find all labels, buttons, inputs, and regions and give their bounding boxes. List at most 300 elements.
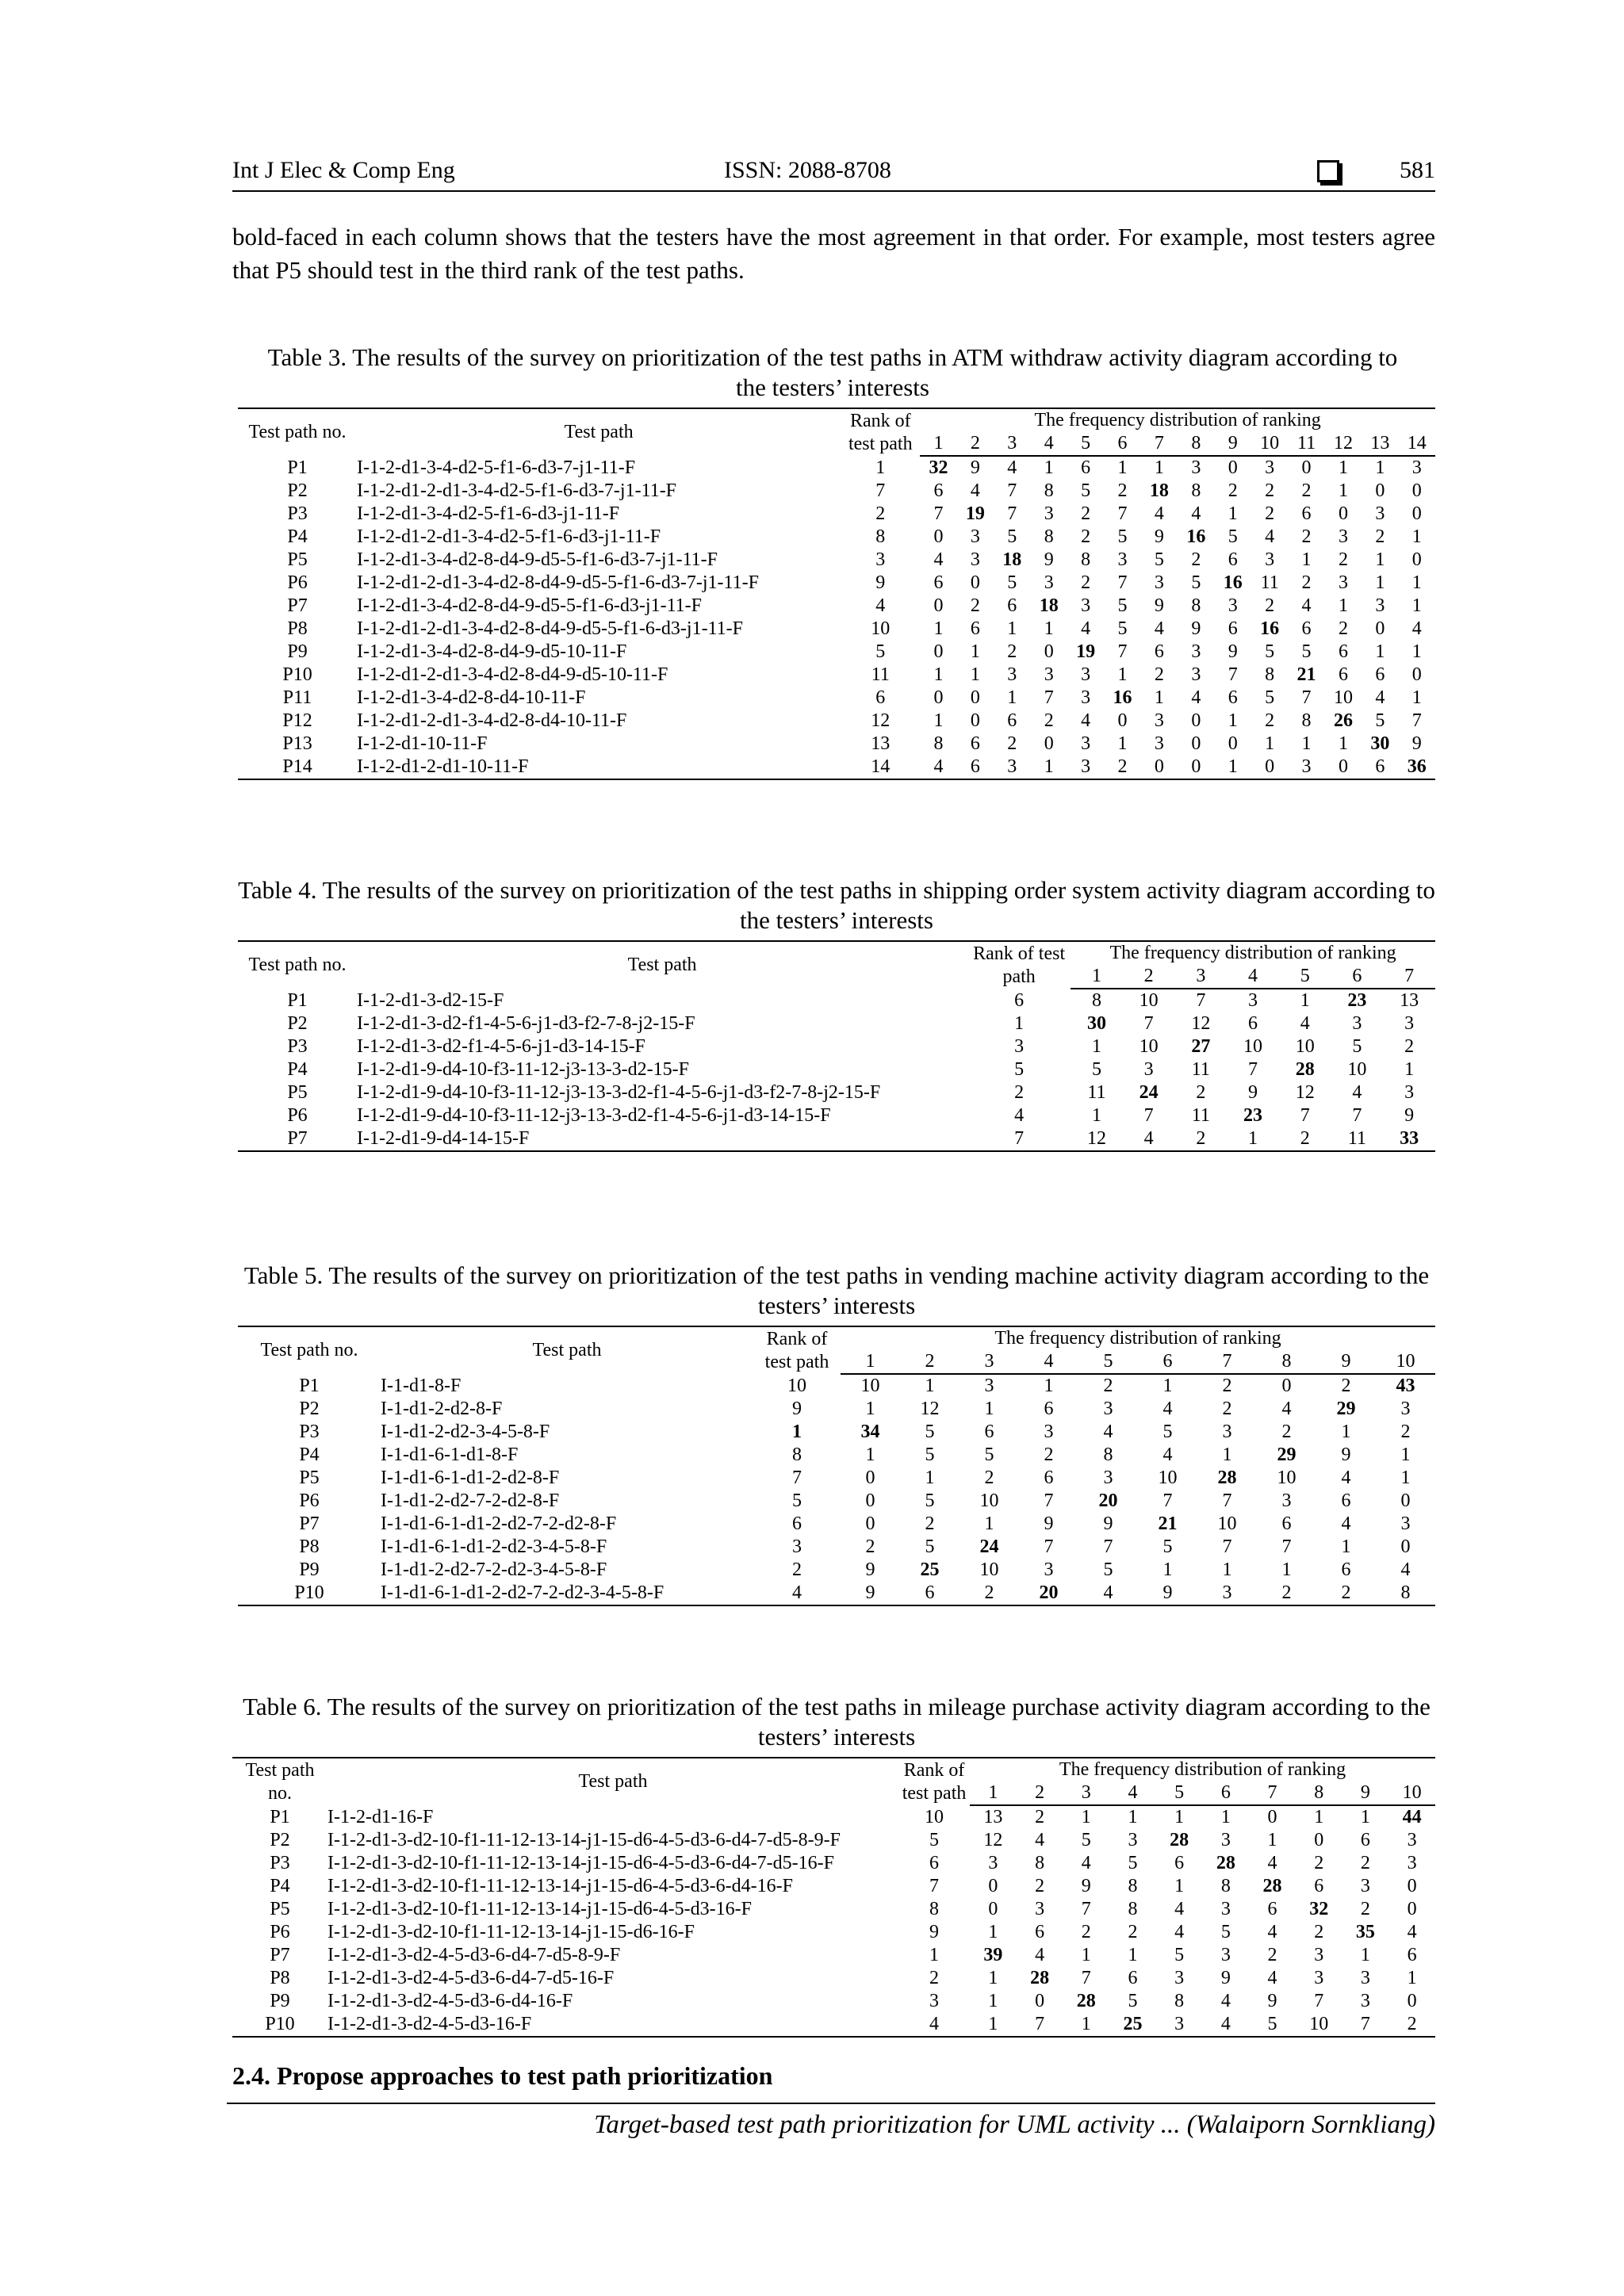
- frequency-cell: 4: [1411, 618, 1422, 639]
- frequency-cell: 6: [970, 733, 980, 754]
- frequency-cell: 0: [1407, 1899, 1417, 1919]
- rank-value: 2: [875, 503, 886, 524]
- table-row: [238, 756, 1435, 779]
- frequency-cell: 1: [984, 1513, 994, 1534]
- frequency-cell: 3: [1117, 549, 1128, 570]
- frequency-cell: 4: [970, 480, 980, 501]
- frequency-cell: 1: [1227, 1127, 1279, 1151]
- frequency-cell: 7: [1411, 710, 1422, 731]
- frequency-cell: 4: [1191, 503, 1201, 524]
- test-path: I-1-d1-6-1-d1-2-d2-3-4-5-8-F: [381, 1536, 607, 1557]
- frequency-cell: 0: [1228, 733, 1238, 754]
- rank-column-header: 10: [1376, 1350, 1435, 1374]
- frequency-cell: 2: [1257, 1582, 1316, 1605]
- frequency-cell: 7: [1117, 503, 1128, 524]
- frequency-cell: 7: [1314, 1991, 1324, 2011]
- table-row: [232, 2013, 1435, 2037]
- running-footer: Target-based test path prioritization for UML activity ... (Walaiporn Sornkliang): [594, 2110, 1435, 2139]
- frequency-cell: 3: [1044, 1422, 1054, 1442]
- frequency-cell: 2: [1191, 549, 1201, 570]
- frequency-cell: 0: [1035, 1991, 1045, 2011]
- frequency-cell: 0: [1375, 480, 1385, 501]
- rank-column-header: 4: [1109, 1781, 1156, 1805]
- column-header-frequency: The frequency distribution of ranking: [970, 1758, 1435, 1781]
- frequency-cell: 4: [920, 756, 956, 779]
- frequency-cell: 2: [1081, 572, 1091, 593]
- frequency-cell: 3: [1191, 641, 1201, 662]
- frequency-cell: 0: [1411, 503, 1422, 524]
- test-path: I-1-d1-8-F: [381, 1375, 462, 1396]
- test-path-no: P5: [270, 1899, 290, 1919]
- test-path-no: P3: [287, 503, 308, 524]
- frequency-cell: 0: [970, 687, 980, 708]
- table-6: [232, 1757, 1435, 2038]
- frequency-cell: 5: [1162, 1422, 1173, 1442]
- frequency-cell: 1: [970, 664, 980, 685]
- frequency-cell: 2: [1222, 1376, 1232, 1396]
- column-header-frequency: The frequency distribution of ranking: [841, 1326, 1435, 1350]
- frequency-cell: 6: [1248, 1013, 1258, 1034]
- test-path: I-1-d1-6-1-d1-2-d2-8-F: [381, 1468, 560, 1488]
- test-path-no: P8: [287, 618, 308, 639]
- test-path: I-1-2-d1-3-d2-f1-4-5-6-j1-d3-f2-7-8-j2-15-F: [357, 1013, 695, 1034]
- frequency-cell: 7: [1162, 1490, 1173, 1511]
- frequency-cell: 7: [1044, 1536, 1054, 1557]
- frequency-cell: 4: [1081, 1853, 1091, 1873]
- rank-value: 1: [1014, 1013, 1025, 1034]
- frequency-cell: 10: [1295, 1036, 1315, 1057]
- test-path-no: P14: [238, 756, 357, 779]
- frequency-cell: 1: [1411, 641, 1422, 662]
- frequency-cell: 7: [1352, 1105, 1362, 1126]
- frequency-cell: 2: [1341, 1376, 1351, 1396]
- rank-column-header: 1: [1071, 965, 1123, 989]
- frequency-cell: 1: [1341, 1422, 1351, 1442]
- frequency-cell: 8: [1035, 1853, 1045, 1873]
- table-row: [232, 1921, 1435, 1944]
- frequency-cell: 8: [1091, 990, 1101, 1011]
- table-row: [232, 1829, 1435, 1852]
- frequency-cell: 6: [1154, 641, 1164, 662]
- frequency-cell: 4: [1174, 1899, 1185, 1919]
- frequency-cell: 6: [1360, 1830, 1370, 1850]
- rank-value: 6: [792, 1513, 802, 1534]
- test-path: I-1-2-d1-3-d2-10-f1-11-12-13-14-j1-15-d6-4-5-d3-6-d4-7-d5-16-F: [327, 1853, 834, 1873]
- column-header-test-path: Test path: [381, 1326, 753, 1374]
- frequency-cell: 7: [1300, 1105, 1310, 1126]
- frequency-cell: 6: [933, 572, 944, 593]
- frequency-cell: 6: [1338, 664, 1348, 685]
- column-header-rank: Rank of test path: [898, 1758, 970, 1805]
- frequency-cell: 3: [1400, 1513, 1411, 1534]
- frequency-cell: 2: [1196, 1082, 1206, 1103]
- frequency-cell: 6: [1228, 549, 1238, 570]
- frequency-cell: 28: [1262, 1876, 1282, 1896]
- frequency-cell: 1: [1338, 457, 1348, 478]
- frequency-cell: 7: [1301, 687, 1312, 708]
- frequency-cell: 23: [1243, 1105, 1263, 1126]
- table-row: [232, 1898, 1435, 1921]
- frequency-cell: 3: [1191, 457, 1201, 478]
- frequency-cell: 2: [1007, 641, 1017, 662]
- frequency-cell: 0: [1117, 710, 1128, 731]
- frequency-cell: 3: [1067, 756, 1104, 779]
- frequency-cell: 3: [1404, 1082, 1415, 1103]
- frequency-cell: 1: [1154, 457, 1164, 478]
- frequency-cell: 0: [1400, 1490, 1411, 1511]
- frequency-cell: 0: [1281, 1376, 1292, 1396]
- frequency-cell: 2: [1265, 710, 1275, 731]
- frequency-cell: 28: [1295, 1059, 1315, 1080]
- frequency-cell: 3: [1248, 990, 1258, 1011]
- frequency-cell: 1: [933, 618, 944, 639]
- frequency-cell: 4: [1202, 2013, 1249, 2037]
- table-row: [238, 1035, 1435, 1058]
- frequency-cell: 3: [1360, 1876, 1370, 1896]
- frequency-cell: 12: [983, 1830, 1003, 1850]
- frequency-cell: 3: [1044, 572, 1054, 593]
- frequency-cell: 8: [1044, 526, 1054, 547]
- column-header-test-path: Test path: [357, 408, 841, 456]
- column-header-test-path-no: Test path no.: [238, 1326, 381, 1374]
- frequency-cell: 4: [1123, 1127, 1175, 1151]
- test-path: I-1-2-d1-9-d4-10-f3-11-12-j3-13-3-d2-15-F: [357, 1059, 690, 1080]
- rank-column-header: 5: [1067, 432, 1104, 456]
- frequency-cell: 1: [1162, 1376, 1173, 1396]
- frequency-cell: 6: [1301, 618, 1312, 639]
- test-path: I-1-d1-2-d2-7-2-d2-8-F: [381, 1490, 560, 1511]
- frequency-cell: 1: [970, 2013, 1017, 2037]
- table-row: [238, 1012, 1435, 1035]
- frequency-cell: 5: [1375, 710, 1385, 731]
- table-4-caption: Table 4. The results of the survey on prioritization of the test paths in shipping order system activity diagram according to the testers’ interests: [238, 876, 1435, 934]
- frequency-cell: 5: [1249, 2013, 1296, 2037]
- rank-value: 4: [1014, 1105, 1025, 1126]
- frequency-cell: 3: [1360, 1968, 1370, 1988]
- rank-value: 3: [1014, 1036, 1025, 1057]
- column-header-frequency: The frequency distribution of ranking: [920, 408, 1435, 432]
- rank-column-header: 3: [994, 432, 1030, 456]
- frequency-cell: 7: [1281, 1536, 1292, 1557]
- frequency-cell: 21: [1297, 664, 1316, 685]
- frequency-cell: 1: [1300, 990, 1310, 1011]
- frequency-cell: 1: [1044, 618, 1054, 639]
- table-row: [238, 710, 1435, 733]
- table-5-caption: Table 5. The results of the survey on prioritization of the test paths in vending machine activity diagram according to the testers’ interests: [243, 1261, 1430, 1319]
- frequency-cell: 5: [1228, 526, 1238, 547]
- rank-column-header: 2: [1017, 1781, 1063, 1805]
- frequency-cell: 1: [1375, 457, 1385, 478]
- rank-column-header: 6: [1138, 1350, 1197, 1374]
- test-path-no: P5: [287, 549, 308, 570]
- rank-value: 10: [925, 1806, 944, 1827]
- frequency-cell: 23: [1347, 990, 1367, 1011]
- column-header-test-path: Test path: [357, 941, 967, 989]
- test-path: I-1-2-d1-2-d1-3-4-d2-8-d4-10-11-F: [357, 710, 627, 731]
- frequency-cell: 0: [1400, 1536, 1411, 1557]
- frequency-cell: 0: [1314, 1830, 1324, 1850]
- frequency-cell: 30: [1086, 1013, 1106, 1034]
- frequency-cell: 5: [1081, 480, 1091, 501]
- frequency-cell: 6: [1228, 618, 1238, 639]
- frequency-cell: 11: [1191, 1105, 1210, 1126]
- rank-column-header: 5: [1156, 1781, 1203, 1805]
- frequency-cell: 1: [1117, 733, 1128, 754]
- frequency-cell: 1: [1174, 1807, 1185, 1827]
- frequency-cell: 1: [1174, 1876, 1185, 1896]
- frequency-cell: 9: [1081, 1876, 1091, 1896]
- frequency-cell: 27: [1191, 1036, 1211, 1057]
- frequency-cell: 1: [1063, 2013, 1109, 2037]
- frequency-cell: 6: [1341, 1559, 1351, 1580]
- frequency-cell: 9: [1404, 1105, 1415, 1126]
- frequency-cell: 18: [1039, 595, 1059, 616]
- journal-name: Int J Elec & Comp Eng: [232, 157, 455, 183]
- frequency-cell: 9: [1103, 1513, 1113, 1534]
- frequency-cell: 3: [1081, 595, 1091, 616]
- frequency-cell: 28: [1170, 1830, 1189, 1850]
- frequency-cell: 28: [1217, 1468, 1237, 1488]
- test-path: I-1-2-d1-2-d1-3-4-d2-8-d4-9-d5-10-11-F: [357, 664, 668, 685]
- test-path: I-1-d1-6-1-d1-2-d2-7-2-d2-8-F: [381, 1513, 617, 1534]
- frequency-cell: 16: [1223, 572, 1243, 593]
- page-footer: [227, 2103, 1435, 2139]
- frequency-cell: 3: [1375, 503, 1385, 524]
- frequency-cell: 43: [1396, 1376, 1415, 1396]
- frequency-cell: 0: [1301, 457, 1312, 478]
- test-path: I-1-2-d1-3-4-d2-8-d4-9-d5-10-11-F: [357, 641, 627, 662]
- frequency-cell: 44: [1402, 1807, 1422, 1827]
- frequency-cell: 7: [1044, 687, 1054, 708]
- test-path-no: P7: [238, 1127, 357, 1151]
- test-path: I-1-d1-6-1-d1-8-F: [381, 1445, 519, 1465]
- frequency-cell: 6: [933, 480, 944, 501]
- frequency-cell: 4: [1154, 503, 1164, 524]
- frequency-cell: 3: [1081, 733, 1091, 754]
- frequency-cell: 10: [1296, 2013, 1342, 2037]
- frequency-cell: 1: [1228, 503, 1238, 524]
- frequency-cell: 2: [1081, 526, 1091, 547]
- table-row: [232, 1944, 1435, 1967]
- table-row: [238, 1513, 1435, 1536]
- test-path-no: P4: [270, 1876, 290, 1896]
- frequency-cell: 3: [1404, 1013, 1415, 1034]
- frequency-cell: 3: [1314, 1968, 1324, 1988]
- frequency-cell: 5: [925, 1536, 935, 1557]
- frequency-cell: 26: [1333, 710, 1353, 731]
- test-path: I-1-2-d1-2-d1-3-4-d2-8-d4-9-d5-5-f1-6-d3-7-j1-11-F: [357, 572, 759, 593]
- table-row: [232, 1852, 1435, 1875]
- frequency-cell: 11: [1331, 1127, 1384, 1151]
- frequency-cell: 35: [1355, 1922, 1375, 1942]
- rank-value: 9: [875, 572, 886, 593]
- test-path-no: P10: [238, 1582, 381, 1605]
- test-path-no: P6: [299, 1490, 320, 1511]
- frequency-cell: 1: [933, 664, 944, 685]
- frequency-cell: 1: [988, 1991, 998, 2011]
- table-row: [238, 480, 1435, 503]
- test-path: I-1-2-d1-9-d4-10-f3-11-12-j3-13-3-d2-f1-4-5-6-j1-d3-14-15-F: [357, 1105, 831, 1126]
- frequency-cell: 6: [1044, 1468, 1054, 1488]
- frequency-cell: 6: [1267, 1899, 1277, 1919]
- test-path: I-1-2-d1-3-d2-10-f1-11-12-13-14-j1-15-d6-16-F: [327, 1922, 695, 1942]
- frequency-cell: 1: [1091, 1036, 1101, 1057]
- frequency-cell: 3: [1314, 1945, 1324, 1965]
- frequency-cell: 5: [1128, 1853, 1138, 1873]
- test-path-no: P4: [299, 1445, 320, 1465]
- frequency-cell: 3: [1154, 572, 1164, 593]
- table-row: [238, 1490, 1435, 1513]
- frequency-cell: 0: [1325, 756, 1362, 779]
- frequency-cell: 32: [1309, 1899, 1329, 1919]
- table-4: [238, 940, 1435, 1152]
- frequency-cell: 3: [970, 526, 980, 547]
- frequency-cell: 1: [1265, 733, 1275, 754]
- frequency-cell: 3: [1103, 1399, 1113, 1419]
- frequency-cell: 7: [1117, 572, 1128, 593]
- square-icon: [1317, 160, 1339, 182]
- frequency-cell: 4: [1352, 1082, 1362, 1103]
- frequency-cell: 1: [1081, 1945, 1091, 1965]
- issn: ISSN: 2088-8708: [724, 157, 891, 183]
- frequency-cell: 6: [1081, 457, 1091, 478]
- frequency-cell: 4: [1035, 1945, 1045, 1965]
- frequency-cell: 29: [1336, 1399, 1356, 1419]
- frequency-cell: 5: [925, 1445, 935, 1465]
- frequency-cell: 0: [1407, 1991, 1417, 2011]
- frequency-cell: 3: [1360, 1991, 1370, 2011]
- frequency-cell: 24: [1139, 1082, 1159, 1103]
- frequency-cell: 2: [1103, 1376, 1113, 1396]
- frequency-cell: 1: [1117, 457, 1128, 478]
- frequency-cell: 6: [1362, 756, 1398, 779]
- test-path: I-1-2-d1-3-d2-4-5-d3-6-d4-16-F: [327, 1991, 573, 2011]
- test-path: I-1-2-d1-3-4-d2-8-d4-9-d5-5-f1-6-d3-j1-11-F: [357, 595, 703, 616]
- frequency-cell: 11: [1191, 1059, 1210, 1080]
- frequency-cell: 0: [865, 1468, 875, 1488]
- test-path-no: P2: [270, 1830, 290, 1850]
- rank-value: 2: [1014, 1082, 1025, 1103]
- frequency-cell: 5: [1117, 526, 1128, 547]
- frequency-cell: 4: [1407, 1922, 1417, 1942]
- table-row: [238, 1127, 1435, 1151]
- frequency-cell: 1: [1338, 595, 1348, 616]
- frequency-cell: 9: [1341, 1445, 1351, 1465]
- frequency-cell: 34: [860, 1422, 880, 1442]
- frequency-cell: 8: [1220, 1876, 1231, 1896]
- frequency-cell: 3: [1191, 664, 1201, 685]
- test-path-no: P6: [287, 1105, 308, 1126]
- frequency-cell: 3: [1154, 710, 1164, 731]
- rank-value: 5: [792, 1490, 802, 1511]
- table-row: [238, 989, 1435, 1012]
- frequency-cell: 2: [1175, 1127, 1228, 1151]
- rank-column-header: 12: [1325, 432, 1362, 456]
- rank-value: 13: [871, 733, 891, 754]
- frequency-cell: 3: [1338, 526, 1348, 547]
- frequency-cell: 1: [1360, 1945, 1370, 1965]
- frequency-cell: 1: [1400, 1445, 1411, 1465]
- frequency-cell: 0: [1191, 733, 1201, 754]
- frequency-cell: 4: [1267, 1853, 1277, 1873]
- frequency-cell: 1: [1375, 641, 1385, 662]
- test-path-no: P9: [270, 1991, 290, 2011]
- table-row: [238, 1444, 1435, 1467]
- rank-column-header: 6: [1202, 1781, 1249, 1805]
- frequency-cell: 7: [1117, 641, 1128, 662]
- test-path-no: P9: [299, 1559, 320, 1580]
- frequency-cell: 5: [1007, 526, 1017, 547]
- frequency-cell: 1: [925, 1468, 935, 1488]
- test-path: I-1-2-d1-3-4-d2-5-f1-6-d3-7-j1-11-F: [357, 457, 636, 478]
- test-path-no: P1: [287, 457, 308, 478]
- rank-value: 2: [929, 1968, 940, 1988]
- test-path-no: P5: [299, 1468, 320, 1488]
- frequency-cell: 0: [865, 1513, 875, 1534]
- frequency-cell: 2: [1338, 618, 1348, 639]
- frequency-cell: 2: [1360, 1899, 1370, 1919]
- frequency-cell: 1: [1031, 756, 1067, 779]
- frequency-cell: 7: [1222, 1536, 1232, 1557]
- frequency-cell: 8: [1174, 1991, 1185, 2011]
- frequency-cell: 5: [925, 1422, 935, 1442]
- frequency-cell: 19: [965, 503, 985, 524]
- frequency-cell: 2: [1375, 526, 1385, 547]
- rank-column-header: 14: [1399, 432, 1435, 456]
- rank-column-header: 4: [1031, 432, 1067, 456]
- frequency-cell: 6: [900, 1582, 959, 1605]
- frequency-cell: 36: [1399, 756, 1435, 779]
- rank-value: 10: [787, 1375, 806, 1396]
- frequency-cell: 1: [1407, 1968, 1417, 1988]
- frequency-cell: 1: [1222, 1559, 1232, 1580]
- frequency-cell: 10: [1217, 1513, 1237, 1534]
- frequency-cell: 9: [865, 1559, 875, 1580]
- rank-column-header: 8: [1296, 1781, 1342, 1805]
- test-path-no: P8: [270, 1968, 290, 1988]
- frequency-cell: 2: [1281, 1422, 1292, 1442]
- frequency-cell: 10: [1139, 1036, 1159, 1057]
- frequency-cell: 3: [1375, 595, 1385, 616]
- frequency-cell: 7: [1044, 1490, 1054, 1511]
- frequency-cell: 1: [1044, 1376, 1054, 1396]
- frequency-cell: 5: [1103, 1559, 1113, 1580]
- frequency-cell: 1: [1411, 572, 1422, 593]
- frequency-cell: 0: [933, 687, 944, 708]
- frequency-cell: 3: [1220, 1945, 1231, 1965]
- rank-value: 12: [871, 710, 891, 731]
- frequency-cell: 4: [1220, 1991, 1231, 2011]
- frequency-cell: 8: [1191, 595, 1201, 616]
- frequency-cell: 18: [1149, 480, 1169, 501]
- table-row: [238, 1559, 1435, 1582]
- table-row: [238, 503, 1435, 526]
- test-path-no: P1: [270, 1806, 290, 1827]
- rank-value: 9: [792, 1399, 802, 1419]
- frequency-cell: 5: [1117, 595, 1128, 616]
- rank-value: 4: [753, 1582, 841, 1605]
- rank-column-header: 4: [1019, 1350, 1078, 1374]
- frequency-cell: 3: [1103, 1468, 1113, 1488]
- frequency-cell: 12: [920, 1399, 940, 1419]
- frequency-cell: 9: [1228, 641, 1238, 662]
- frequency-cell: 4: [1267, 1922, 1277, 1942]
- test-path-no: P2: [287, 1013, 308, 1034]
- test-path: I-1-d1-2-d2-7-2-d2-3-4-5-8-F: [381, 1559, 607, 1580]
- frequency-cell: 20: [1098, 1490, 1118, 1511]
- frequency-cell: 8: [1103, 1445, 1113, 1465]
- frequency-cell: 10: [1347, 1059, 1367, 1080]
